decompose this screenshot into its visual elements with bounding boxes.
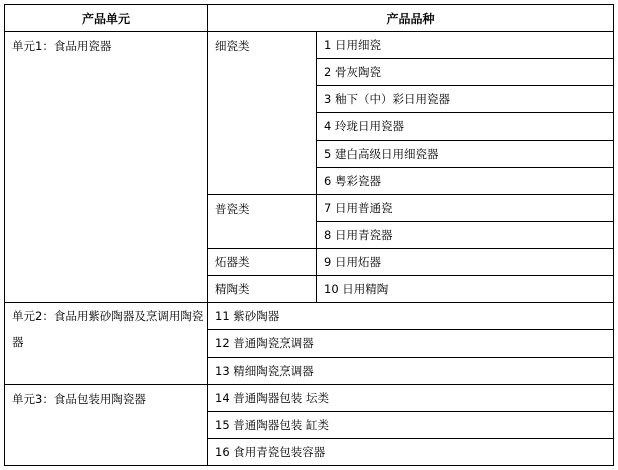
variety-cell: 1 日用细瓷 [317,32,614,59]
table-row [5,32,614,59]
category-cell: 普瓷类 [208,194,317,248]
table-row [5,303,614,330]
header-variety: 产品品种 [208,5,614,32]
product-table [4,4,614,466]
variety-cell: 11 紫砂陶器 [208,303,614,330]
header-unit: 产品单元 [5,5,208,32]
variety-cell: 5 建白高级日用细瓷器 [317,140,614,167]
variety-cell: 3 釉下（中）彩日用瓷器 [317,86,614,113]
variety-cell: 10 日用精陶 [317,276,614,303]
variety-cell: 7 日用普通瓷 [317,194,614,221]
table-row [5,384,614,411]
unit-cell: 单元1：食品用瓷器 [5,32,208,303]
category-cell: 精陶类 [208,276,317,303]
category-cell: 炻器类 [208,249,317,276]
variety-cell: 4 玲珑日用瓷器 [317,113,614,140]
variety-cell: 13 精细陶瓷烹调器 [208,357,614,384]
header-row [5,5,614,32]
variety-cell: 6 粤彩瓷器 [317,167,614,194]
unit-cell: 单元3：食品包装用陶瓷器 [5,384,208,465]
variety-cell: 2 骨灰陶瓷 [317,59,614,86]
variety-cell: 9 日用炻器 [317,249,614,276]
variety-cell: 12 普通陶瓷烹调器 [208,330,614,357]
variety-cell: 14 普通陶器包装 坛类 [208,384,614,411]
category-cell: 细瓷类 [208,32,317,195]
variety-cell: 16 食用青瓷包装容器 [208,438,614,465]
variety-cell: 8 日用青瓷器 [317,221,614,248]
unit-cell: 单元2：食品用紫砂陶器及烹调用陶瓷器 [5,303,208,384]
variety-cell: 15 普通陶器包装 缸类 [208,411,614,438]
